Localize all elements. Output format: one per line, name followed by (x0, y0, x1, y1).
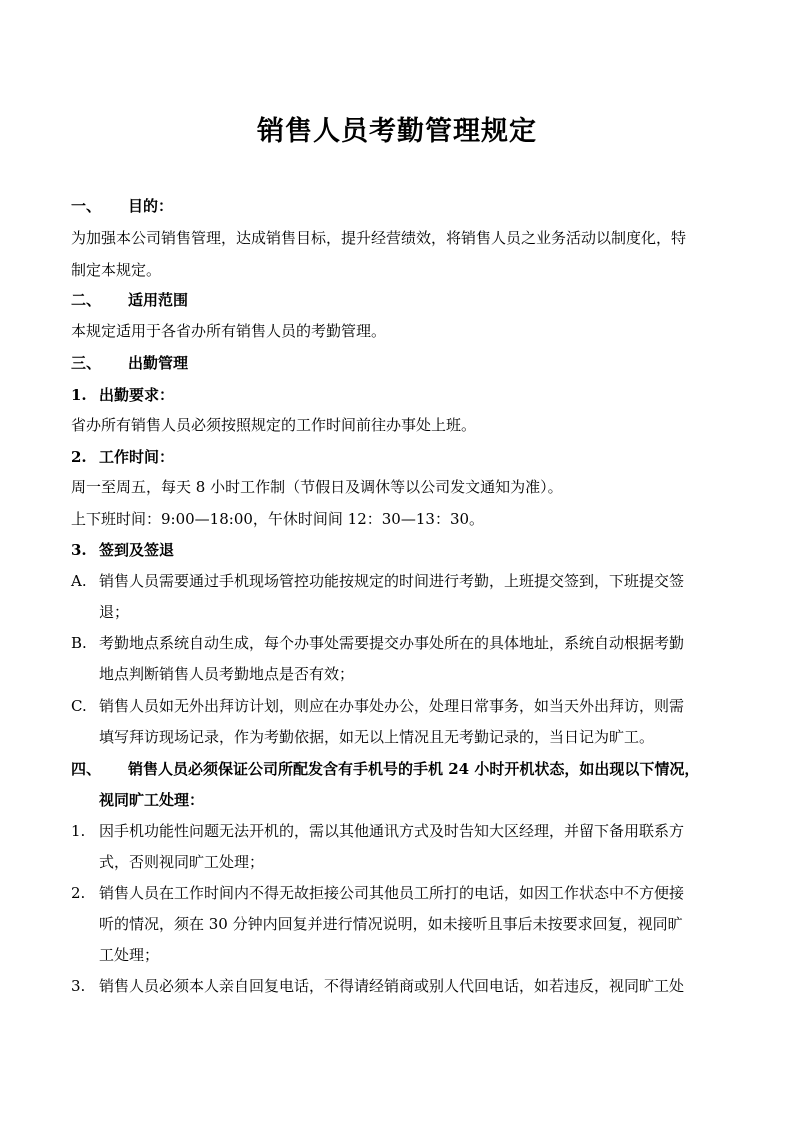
subsection-number: 3. (71, 541, 87, 559)
subsection-number: 2. (71, 448, 87, 466)
section-number: 一、 (71, 197, 102, 215)
subsection-heading (71, 446, 174, 468)
list-item (71, 695, 684, 717)
subsection-title: 工作时间： (99, 448, 175, 466)
list-item-continuation: 退； (99, 603, 130, 621)
list-item (71, 975, 684, 997)
list-item-text: 销售人员在工作时间内不得无故拒接公司其他员工所打的电话，如因工作状态中不方便接 (99, 884, 685, 902)
section-heading-attendance (71, 352, 188, 374)
section-title: 目的： (128, 197, 174, 215)
section-heading-phone (71, 758, 699, 780)
list-item-text: 销售人员如无外出拜访计划，则应在办事处办公，处理日常事务，如当天外出拜访，则需 (99, 697, 685, 715)
subsection-heading (71, 384, 174, 406)
subsection-number: 1. (71, 386, 87, 404)
list-marker: 3. (71, 977, 86, 995)
list-item (71, 570, 684, 592)
list-item-continuation: 式，否则视同旷工处理； (99, 853, 265, 871)
list-marker: C. (71, 697, 87, 715)
list-marker: 1. (71, 822, 86, 840)
list-item-text: 销售人员必须本人亲自回复电话，不得请经销商或别人代回电话，如若违反，视同旷工处 (99, 977, 685, 995)
list-marker: A. (71, 572, 87, 590)
section-title: 出勤管理 (128, 354, 189, 372)
list-marker: B. (71, 634, 87, 652)
subsection-heading (71, 539, 174, 561)
section-heading-purpose (71, 195, 173, 217)
list-item-continuation: 地点判断销售人员考勤地点是否有效； (99, 665, 355, 683)
section-title: 销售人员必须保证公司所配发含有手机号的手机 24 小时开机状态，如出现以下情况， (128, 760, 700, 778)
section-title-continuation: 视同旷工处理： (99, 791, 205, 809)
list-item (71, 632, 684, 654)
paragraph-line: 省办所有销售人员必须按照规定的工作时间前往办事处上班。 (71, 416, 477, 434)
list-item-continuation: 填写拜访现场记录，作为考勤依据，如无以上情况且无考勤记录的，当日记为旷工。 (99, 728, 655, 746)
list-item-text: 销售人员需要通过手机现场管控功能按规定的时间进行考勤，上班提交签到，下班提交签 (99, 572, 685, 590)
paragraph-line: 本规定适用于各省办所有销售人员的考勤管理。 (71, 322, 387, 340)
paragraph-line: 上下班时间：9:00—18:00，午休时间间 12：30—13：30。 (71, 510, 485, 528)
list-item (71, 882, 684, 904)
subsection-title: 签到及签退 (99, 541, 175, 559)
list-item-text: 考勤地点系统自动生成，每个办事处需要提交办事处所在的具体地址，系统自动根据考勤 (99, 634, 685, 652)
page-title: 销售人员考勤管理规定 (257, 116, 537, 147)
list-item-continuation: 听的情况，须在 30 分钟内回复并进行情况说明，如未接听且事后未按要求回复，视同旷 (99, 915, 683, 933)
section-number: 二、 (71, 291, 102, 309)
list-item (71, 820, 684, 842)
section-number: 四、 (71, 760, 102, 778)
paragraph-line: 为加强本公司销售管理，达成销售目标，提升经营绩效，将销售人员之业务活动以制度化，特 (71, 229, 687, 247)
list-marker: 2. (71, 884, 86, 902)
section-heading-scope (71, 289, 188, 311)
paragraph-line: 周一至周五，每天 8 小时工作制（节假日及调休等以公司发文通知为准）。 (71, 478, 563, 496)
paragraph-line: 制定本规定。 (71, 261, 162, 279)
section-title: 适用范围 (128, 291, 189, 309)
subsection-title: 出勤要求： (99, 386, 175, 404)
list-item-text: 因手机功能性问题无法开机的，需以其他通讯方式及时告知大区经理，并留下备用联系方 (99, 822, 685, 840)
section-number: 三、 (71, 354, 102, 372)
list-item-continuation: 工处理； (99, 946, 160, 964)
